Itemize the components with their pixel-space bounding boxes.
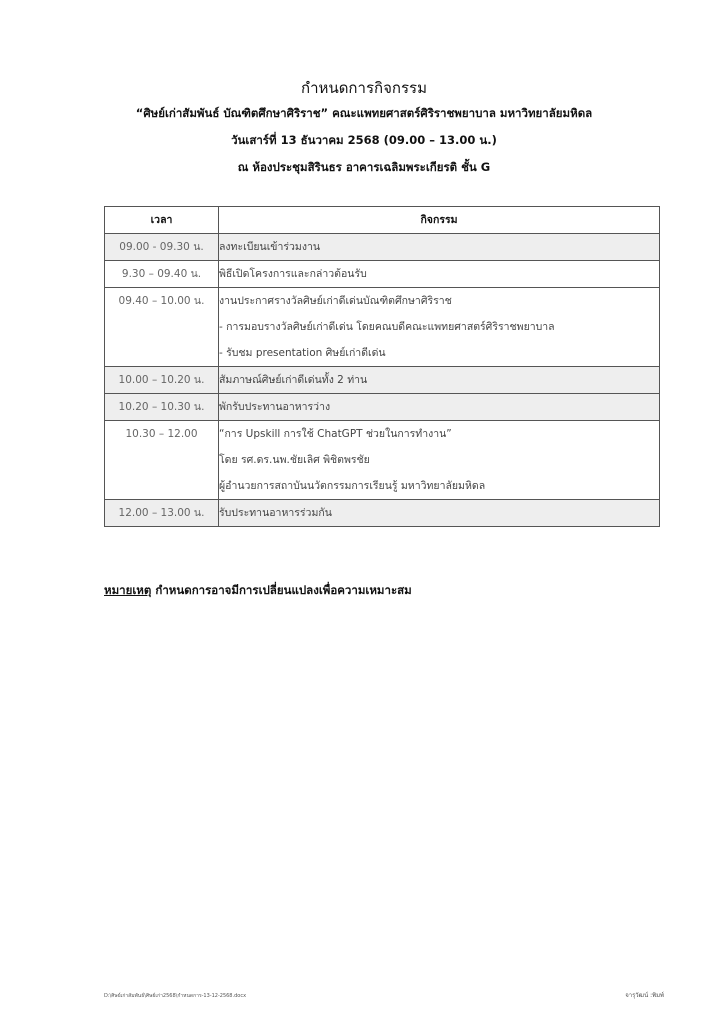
row-time: 10.20 – 10.30 น.: [105, 394, 219, 421]
schedule-table: [104, 206, 660, 527]
table-row: [105, 234, 660, 261]
row-activity: [219, 288, 660, 367]
activity-line: พิธีเปิดโครงการและกล่าวต้อนรับ: [219, 268, 367, 280]
row-activity: [219, 500, 660, 527]
row-activity: [219, 394, 660, 421]
table-row: [105, 500, 660, 527]
table-row: [105, 288, 660, 367]
remark-text: กำหนดการอาจมีการเปลี่ยนแปลงเพื่อความเหมาะสม: [155, 583, 412, 597]
activity-line: โดย รศ.ดร.นพ.ชัยเลิศ พิชิตพรชัย: [219, 454, 370, 466]
row-activity: [219, 367, 660, 394]
row-time: 10.30 – 12.00: [105, 421, 219, 500]
table-row: [105, 421, 660, 500]
table-row: [105, 261, 660, 288]
activity-line: สัมภาษณ์ศิษย์เก่าดีเด่นทั้ง 2 ท่าน: [219, 374, 368, 386]
row-time: 10.00 – 10.20 น.: [105, 367, 219, 394]
table-header-row: [105, 207, 660, 234]
activity-line: ผู้อำนวยการสถาบันนวัตกรรมการเรียนรู้ มหาวิทยาลัยมหิดล: [219, 480, 486, 492]
activity-line: - รับชม presentation ศิษย์เก่าดีเด่น: [219, 347, 386, 359]
remark: [104, 582, 412, 600]
event-name: “ศิษย์เก่าสัมพันธ์ บัณฑิตศึกษาศิริราช” คณะแพทยศาสตร์ศิริราชพยาบาล มหาวิทยาลัยมหิดล: [135, 106, 593, 120]
event-date: วันเสาร์ที่ 13 ธันวาคม 2568 (09.00 – 13.00 น.): [231, 133, 497, 147]
footer-author: จารุวัฒน์ :พิมพ์: [625, 992, 664, 999]
page-title: กำหนดการกิจกรรม: [301, 79, 427, 97]
column-header-activity: กิจกรรม: [219, 207, 660, 234]
table-row: [105, 394, 660, 421]
row-activity: [219, 234, 660, 261]
activity-line: - การมอบรางวัลศิษย์เก่าดีเด่น โดยคณบดีคณะแพทยศาสตร์ศิริราชพยาบาล: [219, 321, 555, 333]
event-venue: ณ ห้องประชุมสิรินธร อาคารเฉลิมพระเกียรติ ชั้น G: [237, 160, 491, 174]
activity-line: พักรับประทานอาหารว่าง: [219, 401, 331, 413]
row-time: 09.40 – 10.00 น.: [105, 288, 219, 367]
activity-line: ลงทะเบียนเข้าร่วมงาน: [219, 241, 321, 253]
activity-line: “การ Upskill การใช้ ChatGPT ช่วยในการทำงาน”: [219, 428, 452, 440]
footer-file-path: D:\ศิษย์เก่าสัมพันธ์\ศิษย์เก่า2568\กำหนดการ-13-12-2568.docx: [104, 993, 247, 999]
row-time: 9.30 – 09.40 น.: [105, 261, 219, 288]
row-activity: [219, 261, 660, 288]
column-header-time: เวลา: [105, 207, 219, 234]
remark-label: หมายเหตุ: [104, 583, 152, 597]
row-time: 09.00 - 09.30 น.: [105, 234, 219, 261]
row-activity: [219, 421, 660, 500]
table-row: [105, 367, 660, 394]
activity-line: งานประกาศรางวัลศิษย์เก่าดีเด่นบัณฑิตศึกษาศิริราช: [219, 295, 452, 307]
activity-line: รับประทานอาหารร่วมกัน: [219, 507, 332, 519]
row-time: 12.00 – 13.00 น.: [105, 500, 219, 527]
